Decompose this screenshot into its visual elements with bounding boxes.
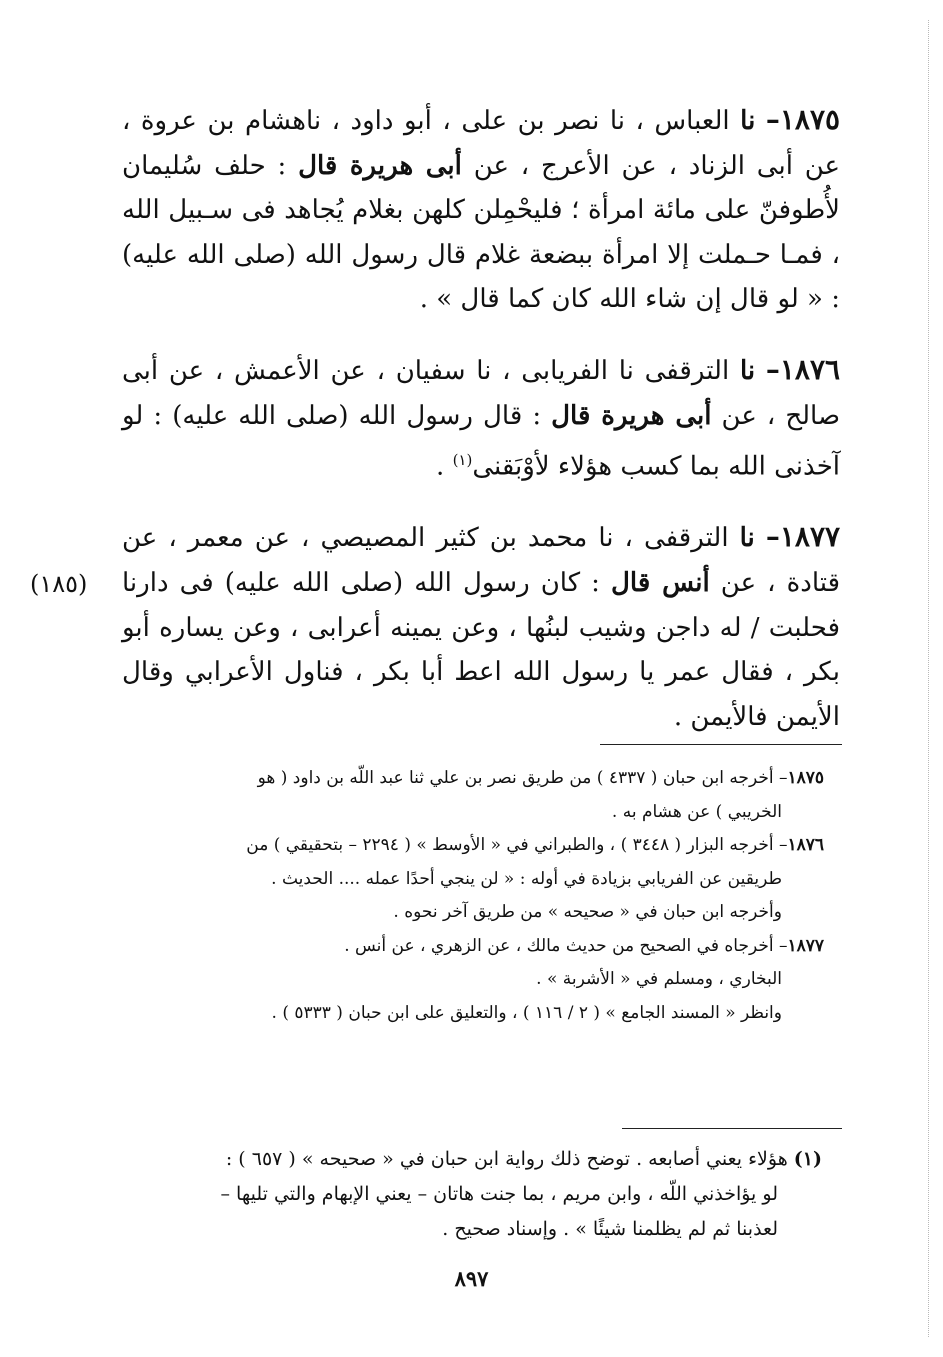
takhrij-number: ١٨٧٧ bbox=[787, 935, 824, 956]
takhrij-line bbox=[168, 829, 824, 863]
hadith-na: نا bbox=[739, 523, 755, 554]
takhrij-text: – أخرجاه في الصحيح من حديث مالك ، عن الزهري ، عن أنس . bbox=[344, 935, 788, 956]
footnote-reference: (١) bbox=[452, 451, 473, 470]
hadith-na: نا bbox=[740, 106, 756, 136]
hadith-narrator: أبى هريرة قال bbox=[298, 150, 462, 181]
footnote-marker: (١) bbox=[793, 1148, 822, 1170]
footnote-line bbox=[122, 1142, 822, 1177]
hadith-body bbox=[122, 98, 840, 757]
hadith-dash: – bbox=[765, 520, 780, 554]
takhrij-line: وانظر « المسند الجامع » ( ٢ / ١١٦ ) ، والتعليق على ابن حبان ( ٥٣٣٣ ) . bbox=[271, 1002, 782, 1023]
hadith-dash: – bbox=[765, 103, 780, 136]
hadith-na: نا bbox=[739, 355, 756, 386]
takhrij-line bbox=[168, 930, 824, 964]
hadith-text: العباس ، نا نصر بن على ، أبو داود ، ناهشام بن عروة ، عن أبى الزناد ، عن الأعرج ، عن bbox=[122, 106, 841, 181]
hadith-text: الترقفى ، نا محمد بن كثير المصيصي ، عن معمر ، عن قتادة ، عن bbox=[122, 523, 841, 598]
takhrij-divider bbox=[600, 744, 842, 745]
scan-edge-dots bbox=[927, 20, 929, 1337]
hadith-1876 bbox=[122, 348, 840, 489]
footnote-line: لو يؤاخذني اللّه ، وابن مريم ، بما جنت هاتان – يعني الإبهام والتي تليها – bbox=[220, 1183, 778, 1205]
takhrij-number: ١٨٧٥ bbox=[787, 768, 824, 788]
footnote-text: هؤلاء يعني أصابعه . توضح ذلك رواية ابن حبان في « صحيحه » ( ٦٥٧ ) : bbox=[225, 1148, 788, 1170]
takhrij-text: – أخرجه ابن حبان ( ٤٣٣٧ ) من طريق نصر بن علي ثنا عبد اللّه بن داود ( هو bbox=[257, 768, 788, 788]
hadith-dash: – bbox=[765, 352, 780, 386]
page-number: ٨٩٧ bbox=[454, 1266, 489, 1291]
manuscript-folio-marker: (١٨٥) bbox=[30, 570, 88, 598]
hadith-1875 bbox=[122, 98, 840, 322]
hadith-text: : حلف سُليمان لأُطوفنّ على مائة امرأة ؛ فليحْمِلن كلهن بغلام يُجاهد فى سـبيل الله ، فمـا حـملت إلا امرأة ببضعة غلام قال رسول الله (صلى الله عليه) : « لو قال إن شاء الله كان كما قال » . bbox=[122, 150, 840, 315]
hadith-number: ١٨٧٥ bbox=[779, 103, 841, 136]
hadith-narrator: أبى هريرة قال bbox=[551, 400, 712, 431]
hadith-narrator: أنس قال bbox=[611, 568, 710, 598]
takhrij-line: وأخرجه ابن حبان في « صحيحه » من طريق آخر نحوه . bbox=[393, 902, 782, 922]
footnote-line: لعذبنا ثم لم يظلمنا شيئًا » . وإسناد صحيح . bbox=[442, 1218, 778, 1240]
takhrij-line: طريقين عن الفريابي بزيادة في أوله : « لن ينجي أحدًا عمله .... الحديث . bbox=[271, 868, 782, 889]
hadith-number: ١٨٧٧ bbox=[779, 520, 841, 554]
takhrij-notes bbox=[168, 762, 824, 1030]
hadith-text: : كان رسول الله (صلى الله عليه) فى دارنا فحلبت / له داجن وشيب لبنُها ، وعن يمينه أعرابى ، وعن يساره أبو بكر ، فقال عمر يا رسول الله اعط أبا بكر ، فناول الأعرابي وقال الأيمن فالأيمن . bbox=[122, 568, 840, 732]
hadith-text: . bbox=[436, 451, 445, 482]
hadith-number: ١٨٧٦ bbox=[779, 352, 841, 386]
takhrij-line: الخريبي ) عن هشام به . bbox=[611, 801, 782, 822]
takhrij-line bbox=[168, 762, 824, 796]
footnotes bbox=[122, 1142, 822, 1247]
hadith-text: الترقفى نا الفريابى ، نا سفيان ، عن الأعمش ، عن أبى صالح ، عن bbox=[122, 355, 841, 431]
hadith-text: : قال رسول الله (صلى الله عليه) : لو آخذنى الله بما كسب هؤلاء لأوْبَقنى bbox=[122, 400, 840, 482]
takhrij-line: البخاري ، ومسلم في « الأشربة » . bbox=[536, 969, 782, 989]
takhrij-text: – أخرجه البزار ( ٣٤٤٨ ) ، والطبراني في « الأوسط » ( ٢٢٩٤ – بتحقيقي ) من bbox=[246, 835, 788, 855]
hadith-1877 bbox=[122, 515, 840, 739]
takhrij-number: ١٨٧٦ bbox=[787, 835, 824, 855]
footnote-divider bbox=[622, 1128, 842, 1129]
